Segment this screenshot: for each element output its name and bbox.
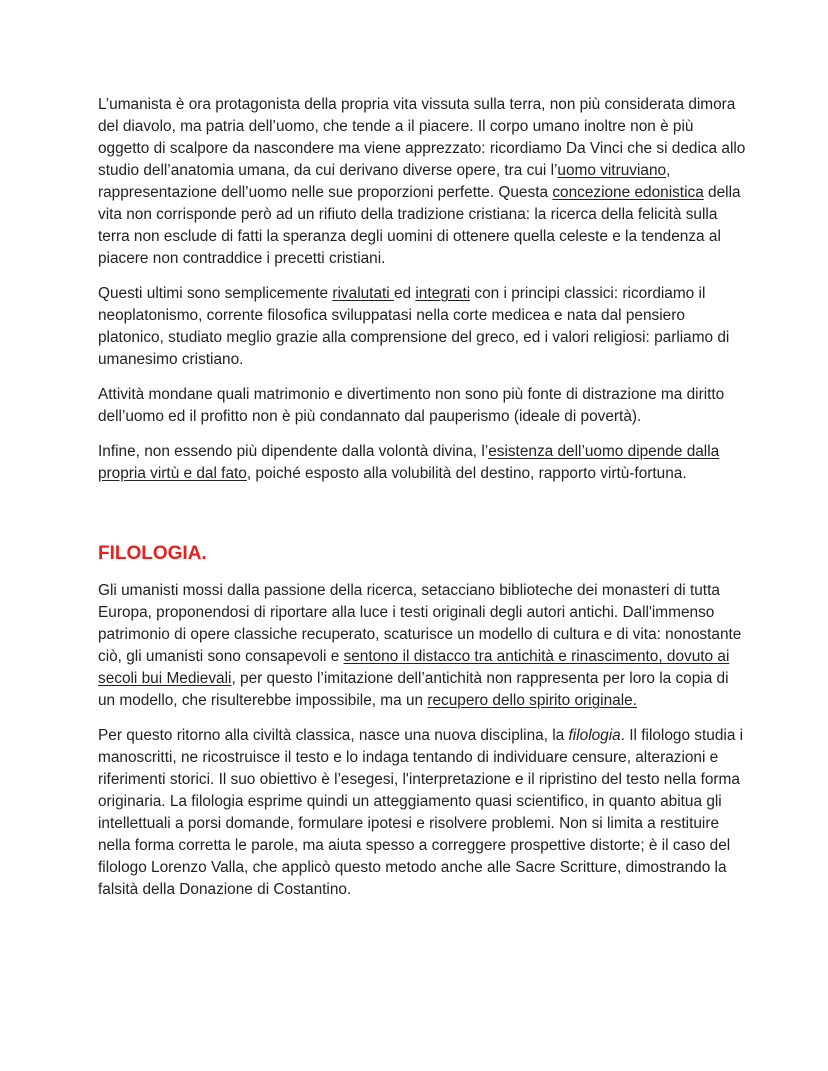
text-span: Per questo ritorno alla civiltà classica, nasce una nuova disciplina, la [98, 727, 569, 744]
text-span: della vita non corrisponde però ad un rifiuto della tradizione cristiana: la ricerca della felicità sulla terra non esclude di fatti la speranza degli uomini di ottenere quella celeste e la tendenza al piacere non contraddice i precetti cristiani. [98, 184, 741, 267]
paragraph-1 [98, 94, 748, 270]
underlined-phrase: recupero dello spirito originale. [427, 692, 637, 709]
paragraph-6 [98, 725, 748, 901]
text-span: Infine, non essendo più dipendente dalla volontà divina, l’ [98, 443, 489, 460]
text-span: con i principi classici: ricordiamo il neoplatonismo, corrente filosofica sviluppatasi nella corte medicea e nata dal pensiero platonico, studiato meglio grazie alla comprensione del greco, ed i valori religiosi: parliamo di umanesimo cristiano. [98, 285, 730, 368]
text-span: L’umanista è ora protagonista della propria vita vissuta sulla terra, non più considerata dimora del diavolo, ma patria dell’uomo, che tende a il piacere. Il corpo umano inoltre non è più oggetto di scalpore da nascondere ma viene apprezzato: ricordiamo Da Vinci che si dedica allo studio dell’anatomia umana, da cui derivano diverse opere, tra cui l’ [98, 96, 746, 179]
paragraph-4 [98, 441, 748, 485]
underlined-phrase: sentono il distacco tra antichità e rinascimento, dovuto ai secoli bui Medievali [98, 648, 730, 687]
text-span: Attività mondane quali matrimonio e divertimento non sono più fonte di distrazione ma diritto dell’uomo ed il profitto non è più condannato dal pauperismo (ideale di povertà). [98, 386, 725, 425]
underlined-phrase: concezione edonistica [552, 184, 704, 201]
underlined-phrase: integrati [415, 285, 471, 302]
document-page [98, 94, 748, 901]
underlined-phrase: rivalutati [332, 285, 394, 302]
paragraph-5 [98, 580, 748, 712]
italic-term: filologia [568, 727, 621, 744]
text-span: , poiché esposto alla volubilità del destino, rapporto virtù-fortuna. [246, 465, 687, 482]
text-span: ed [393, 285, 416, 302]
text-span: , rappresentazione dell’uomo nelle sue proporzioni perfette. Questa [98, 162, 671, 201]
underlined-phrase: esistenza dell’uomo dipende dalla propria virtù e dal fato [98, 443, 720, 482]
section-title: FILOLOGIA. [98, 543, 207, 564]
text-span: Gli umanisti mossi dalla passione della ricerca, setacciano biblioteche dei monasteri di tutta Europa, proponendosi di riportare alla luce i testi originali degli autori antichi. Dall'immenso patrimonio di opere classiche recuperato, scaturisce un modello di cultura e di vita: nonostante ciò, gli umanisti sono consapevoli e [98, 582, 742, 665]
text-span: , per questo l’imitazione dell’antichità non rappresenta per loro la copia di un modello, che risulterebbe impossibile, ma un [98, 670, 729, 709]
underlined-phrase: uomo vitruviano [557, 162, 667, 179]
paragraph-3 [98, 384, 748, 428]
paragraph-2 [98, 283, 748, 371]
text-span: . Il filologo studia i manoscritti, ne ricostruisce il testo e lo indaga tentando di individuare censure, alterazioni e riferimenti storici. Il suo obiettivo è l’esegesi, l'interpretazione e il ripristino del testo nella forma originaria. La filologia esprime quindi un atteggiamento quasi scientifico, in quanto abitua gli intellettuali a porsi domande, formulare ipotesi e risolvere problemi. Non si limita a restituire nella forma corretta le parole, ma aiuta spesso a correggere prospettive distorte; è il caso del filologo Lorenzo Valla, che applicò questo metodo anche alle Sacre Scritture, dimostrando la falsità della Donazione di Costantino. [98, 727, 744, 898]
text-span: Questi ultimi sono semplicemente [98, 285, 333, 302]
